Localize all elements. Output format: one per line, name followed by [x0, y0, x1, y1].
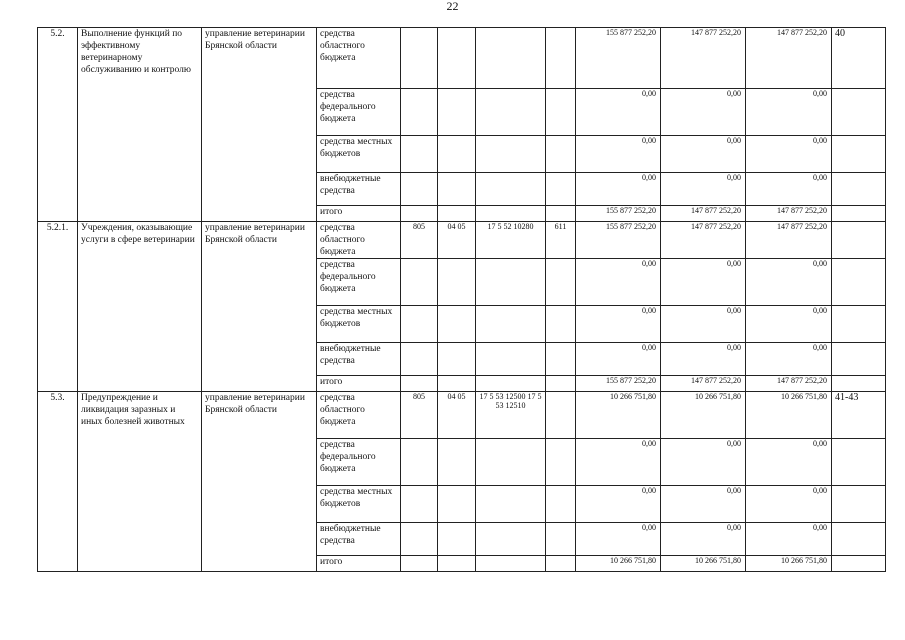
grbs-code: 805: [401, 222, 438, 259]
amount-year-2: 0,00: [661, 523, 746, 556]
amount-year-2: 0,00: [661, 343, 746, 376]
amount-year-1: 10 266 751,80: [576, 392, 661, 439]
amount-year-3: 0,00: [746, 343, 832, 376]
funding-source: итого: [317, 206, 401, 222]
amount-year-1: 155 877 252,20: [576, 206, 661, 222]
empty-code-cell: [438, 173, 476, 206]
empty-ref-cell: [832, 343, 886, 376]
empty-code-cell: [546, 136, 576, 173]
empty-code-cell: [438, 259, 476, 306]
empty-code-cell: [476, 439, 546, 486]
empty-code-cell: [476, 136, 546, 173]
amount-year-3: 0,00: [746, 486, 832, 523]
amount-year-1: 0,00: [576, 306, 661, 343]
empty-code-cell: [546, 556, 576, 572]
item-number: 5.2.: [38, 28, 78, 222]
empty-code-cell: [438, 556, 476, 572]
empty-code-cell: [401, 259, 438, 306]
amount-year-3: 10 266 751,80: [746, 392, 832, 439]
amount-year-3: 10 266 751,80: [746, 556, 832, 572]
amount-year-1: 0,00: [576, 523, 661, 556]
amount-year-2: 0,00: [661, 486, 746, 523]
amount-year-2: 0,00: [661, 173, 746, 206]
empty-code-cell: [546, 523, 576, 556]
empty-code-cell: [401, 306, 438, 343]
amount-year-3: 0,00: [746, 89, 832, 136]
amount-year-2: 0,00: [661, 259, 746, 306]
amount-year-2: 10 266 751,80: [661, 556, 746, 572]
empty-ref-cell: [832, 136, 886, 173]
amount-year-3: 0,00: [746, 439, 832, 486]
funding-source: средства федерального бюджета: [317, 89, 401, 136]
funding-source: внебюджетные средства: [317, 523, 401, 556]
empty-code-cell: [438, 439, 476, 486]
amount-year-1: 0,00: [576, 259, 661, 306]
item-number: 5.2.1.: [38, 222, 78, 392]
empty-code-cell: [476, 206, 546, 222]
amount-year-3: 0,00: [746, 136, 832, 173]
table-row: [38, 392, 886, 439]
amount-year-3: 147 877 252,20: [746, 28, 832, 89]
vr-code: 611: [546, 222, 576, 259]
vr-code: [546, 392, 576, 439]
indicator-ref: 41-43: [832, 392, 886, 439]
empty-code-cell: [546, 206, 576, 222]
empty-code-cell: [401, 523, 438, 556]
funding-source: средства федерального бюджета: [317, 439, 401, 486]
empty-code-cell: [546, 89, 576, 136]
amount-year-2: 10 266 751,80: [661, 392, 746, 439]
grbs-code: 805: [401, 392, 438, 439]
empty-code-cell: [476, 556, 546, 572]
amount-year-3: 147 877 252,20: [746, 206, 832, 222]
table-row: [38, 222, 886, 259]
funding-source: средства областного бюджета: [317, 222, 401, 259]
empty-code-cell: [438, 136, 476, 173]
csr-code: 17 5 53 12500 17 5 53 12510: [476, 392, 546, 439]
amount-year-3: 0,00: [746, 173, 832, 206]
amount-year-3: 147 877 252,20: [746, 222, 832, 259]
item-name: Учреждения, оказывающие услуги в сфере ветеринарии: [78, 222, 202, 392]
executor: управление ветеринарии Брянской области: [202, 222, 317, 392]
funding-source: итого: [317, 376, 401, 392]
item-name: Выполнение функций по эффективному ветеринарному обслуживанию и контролю: [78, 28, 202, 222]
empty-code-cell: [401, 173, 438, 206]
empty-code-cell: [401, 136, 438, 173]
funding-source: средства местных бюджетов: [317, 306, 401, 343]
empty-code-cell: [476, 343, 546, 376]
amount-year-3: 0,00: [746, 259, 832, 306]
empty-ref-cell: [832, 376, 886, 392]
amount-year-1: 10 266 751,80: [576, 556, 661, 572]
funding-source: средства местных бюджетов: [317, 486, 401, 523]
executor: управление ветеринарии Брянской области: [202, 28, 317, 222]
funding-source: итого: [317, 556, 401, 572]
empty-code-cell: [476, 376, 546, 392]
empty-code-cell: [546, 306, 576, 343]
csr-code: 17 5 52 10280: [476, 222, 546, 259]
empty-ref-cell: [832, 556, 886, 572]
empty-code-cell: [476, 259, 546, 306]
amount-year-1: 155 877 252,20: [576, 222, 661, 259]
amount-year-1: 0,00: [576, 173, 661, 206]
amount-year-1: 0,00: [576, 136, 661, 173]
empty-ref-cell: [832, 206, 886, 222]
funding-source: средства федерального бюджета: [317, 259, 401, 306]
budget-table: [37, 27, 886, 572]
empty-code-cell: [546, 343, 576, 376]
amount-year-2: 147 877 252,20: [661, 28, 746, 89]
empty-code-cell: [546, 259, 576, 306]
empty-code-cell: [401, 556, 438, 572]
amount-year-3: 0,00: [746, 523, 832, 556]
empty-code-cell: [476, 89, 546, 136]
empty-code-cell: [476, 306, 546, 343]
indicator-ref: [832, 222, 886, 259]
empty-code-cell: [401, 376, 438, 392]
empty-code-cell: [438, 306, 476, 343]
empty-code-cell: [546, 173, 576, 206]
empty-code-cell: [438, 376, 476, 392]
funding-source: внебюджетные средства: [317, 343, 401, 376]
item-name: Предупреждение и ликвидация заразных и иных болезней животных: [78, 392, 202, 572]
amount-year-1: 0,00: [576, 486, 661, 523]
amount-year-2: 0,00: [661, 439, 746, 486]
empty-ref-cell: [832, 439, 886, 486]
funding-source: средства местных бюджетов: [317, 136, 401, 173]
empty-code-cell: [401, 486, 438, 523]
amount-year-1: 155 877 252,20: [576, 28, 661, 89]
amount-year-1: 155 877 252,20: [576, 376, 661, 392]
amount-year-3: 0,00: [746, 306, 832, 343]
funding-source: внебюджетные средства: [317, 173, 401, 206]
amount-year-2: 0,00: [661, 89, 746, 136]
empty-code-cell: [438, 343, 476, 376]
empty-code-cell: [401, 343, 438, 376]
empty-code-cell: [546, 439, 576, 486]
amount-year-1: 0,00: [576, 439, 661, 486]
grbs-code: [401, 28, 438, 89]
funding-source: средства областного бюджета: [317, 28, 401, 89]
amount-year-2: 147 877 252,20: [661, 222, 746, 259]
empty-code-cell: [401, 206, 438, 222]
executor: управление ветеринарии Брянской области: [202, 392, 317, 572]
empty-code-cell: [438, 523, 476, 556]
amount-year-3: 147 877 252,20: [746, 376, 832, 392]
amount-year-1: 0,00: [576, 343, 661, 376]
rzpr-code: 04 05: [438, 392, 476, 439]
empty-ref-cell: [832, 259, 886, 306]
empty-ref-cell: [832, 306, 886, 343]
indicator-ref: 40: [832, 28, 886, 89]
amount-year-2: 0,00: [661, 136, 746, 173]
item-number: 5.3.: [38, 392, 78, 572]
empty-code-cell: [546, 376, 576, 392]
empty-ref-cell: [832, 89, 886, 136]
table-row: [38, 28, 886, 89]
empty-code-cell: [401, 439, 438, 486]
empty-code-cell: [401, 89, 438, 136]
amount-year-2: 147 877 252,20: [661, 206, 746, 222]
empty-code-cell: [476, 523, 546, 556]
funding-source: средства областного бюджета: [317, 392, 401, 439]
amount-year-2: 0,00: [661, 306, 746, 343]
vr-code: [546, 28, 576, 89]
page-number: 22: [446, 0, 459, 13]
rzpr-code: [438, 28, 476, 89]
empty-code-cell: [476, 486, 546, 523]
rzpr-code: 04 05: [438, 222, 476, 259]
empty-code-cell: [438, 486, 476, 523]
empty-code-cell: [476, 173, 546, 206]
empty-code-cell: [546, 486, 576, 523]
empty-code-cell: [438, 206, 476, 222]
empty-ref-cell: [832, 173, 886, 206]
amount-year-1: 0,00: [576, 89, 661, 136]
amount-year-2: 147 877 252,20: [661, 376, 746, 392]
empty-ref-cell: [832, 486, 886, 523]
empty-ref-cell: [832, 523, 886, 556]
empty-code-cell: [438, 89, 476, 136]
csr-code: [476, 28, 546, 89]
